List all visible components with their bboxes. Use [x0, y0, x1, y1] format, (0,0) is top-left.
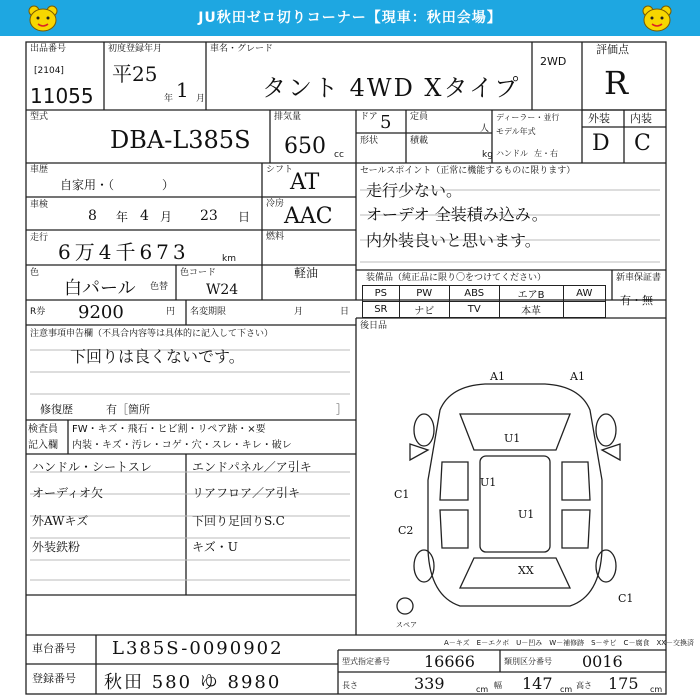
class-label: 類別区分番号 [504, 657, 552, 666]
equip-row [363, 302, 606, 318]
repair-label: 修復歴 [40, 403, 73, 416]
disp-label: 排気量 [274, 112, 302, 122]
equip-item: PW [399, 286, 449, 302]
inspect-day-unit: 日 [238, 210, 251, 224]
equip-item [563, 302, 606, 318]
chassis-label: 車台番号 [32, 642, 76, 655]
mileage-value: 6万4千673 [58, 240, 190, 264]
equip-item: SR [363, 302, 400, 318]
comment-right-2: リアフロア／ア引キ [192, 486, 301, 500]
inspect-label: 車検 [30, 200, 49, 210]
capacity-unit: 人 [480, 124, 490, 134]
door-label: ドア [360, 112, 378, 122]
shift-value: AT [290, 170, 320, 195]
recycle-label: 名変期限 [190, 307, 227, 317]
equip-item: 本革 [499, 302, 563, 318]
comment-left-4: 外装鉄粉 [32, 540, 81, 554]
length-value: 339 [414, 674, 445, 693]
warranty-label: 新車保証書 [616, 273, 662, 283]
equip-item: ABS [449, 286, 499, 302]
cert-value: 16666 [424, 652, 475, 671]
type-label: 車歴 [30, 165, 49, 175]
damage-mark: U1 [480, 476, 497, 489]
comment-right-1: エンドパネル／ア引キ [192, 460, 312, 474]
width-label: 幅 [494, 681, 502, 690]
disp-value: 650 [284, 134, 326, 159]
inspect-month: 4 [140, 208, 149, 224]
inspector-row-1: FW・キズ・飛石・ヒビ割・リペア跡・×要 [72, 424, 266, 435]
damage-legend: A－キズ E－エクボ U－凹み W－補修跡 S－サビ C－腐食 XX－交換済 [444, 639, 695, 647]
header-title: JU秋田ゼロ切りコーナー【現車：秋田会場】 [198, 10, 502, 26]
fuel-value: 軽油 [294, 266, 319, 280]
notes-label: 注意事項申告欄（不具合内容等は具体的に記入して下さい） [30, 329, 274, 339]
rtax-unit: 円 [166, 307, 176, 317]
selling-line-3: 内外装良いと思います。 [366, 231, 541, 250]
recycle-month-unit: 月 [294, 307, 304, 317]
door-value: 5 [380, 112, 392, 133]
reg-month: 1 [176, 78, 189, 102]
drive-label: 2WD [540, 55, 567, 68]
int-score: C [634, 131, 651, 156]
damage-mark: A1 [570, 370, 585, 383]
recycle-day-unit: 日 [340, 307, 350, 317]
ext-label: 外装 [588, 112, 610, 125]
inspect-year: 8 [88, 208, 97, 224]
int-label: 内装 [630, 112, 652, 125]
inspect-year-unit: 年 [116, 210, 129, 224]
equip-item: TV [449, 302, 499, 318]
length-unit: cm [476, 685, 489, 694]
reg-year-unit: 年 [164, 94, 174, 104]
cert-label: 型式指定番号 [342, 657, 390, 666]
inspector-label-1: 検査員 [28, 424, 58, 435]
inspector-label-2: 記入欄 [28, 440, 58, 451]
name-value: タント 4WD Xタイプ [262, 74, 521, 102]
reg-year: 平25 [112, 62, 158, 86]
model-label: 型式 [30, 112, 49, 122]
class-value: 0016 [582, 652, 623, 671]
lot-sub: [2104] [34, 66, 64, 76]
damage-mark: U1 [518, 508, 535, 521]
comment-right-3: 下回り足回りS.C [192, 514, 285, 528]
score-value: R [604, 64, 629, 102]
plate-value: 秋田 580 ゆ 8980 [104, 672, 282, 693]
color-change-label: 色替 [150, 282, 169, 292]
equip-item: AW [563, 286, 606, 302]
length-label: 長さ [342, 681, 358, 690]
comment-left-3: 外AWキズ [32, 514, 89, 528]
rear-label: 後日品 [360, 321, 388, 331]
shift-label: シフト [266, 165, 294, 175]
model-value: DBA-L385S [110, 126, 251, 154]
repair-value: 有［箇所 [106, 403, 150, 416]
comment-left-1: ハンドル・シートスレ [32, 460, 152, 474]
score-label: 評価点 [596, 43, 629, 56]
load-unit: kg [482, 150, 493, 160]
lot-number: 11055 [30, 84, 94, 108]
equip-item: PS [363, 286, 400, 302]
damage-mark: XX [518, 564, 534, 577]
damage-mark: C2 [398, 524, 414, 537]
rtax-value: 9200 [78, 302, 124, 323]
color-label: 色 [30, 268, 40, 278]
equip-item: ナビ [399, 302, 449, 318]
damage-mark: U1 [504, 432, 521, 445]
reg-month-unit: 月 [196, 94, 206, 104]
capacity-label: 定員 [410, 112, 429, 122]
comment-left-2: オーディオ欠 [32, 486, 104, 500]
plate-label: 登録番号 [32, 672, 76, 685]
spare-label: スペア [396, 621, 417, 629]
equip-row [363, 286, 606, 302]
ac-value: AAC [284, 204, 333, 229]
color-value: 白パール [64, 278, 136, 299]
mileage-unit: km [222, 254, 236, 264]
handle-label: ハンドル [496, 149, 528, 158]
comment-right-4: キズ・U [192, 540, 238, 554]
ac-label: 冷房 [266, 199, 285, 209]
inspect-month-unit: 月 [160, 210, 173, 224]
color-code-label: 色コード [180, 268, 217, 278]
damage-mark: C1 [618, 592, 634, 605]
width-value: 147 [522, 674, 553, 693]
type-value: 自家用・（ ） [60, 178, 175, 192]
damage-mark: A1 [490, 370, 505, 383]
load-label: 積載 [410, 136, 429, 146]
name-label: 車名・グレード [210, 44, 274, 54]
ext-score: D [592, 131, 610, 156]
damage-mark: C1 [394, 488, 410, 501]
notes-handwriting: 下回りは良くないです。 [70, 347, 245, 366]
height-label: 高さ [576, 681, 592, 690]
mileage-label: 走行 [30, 233, 49, 243]
selling-line-2: オーデオ 全装積み込み。 [366, 205, 548, 224]
dealer-label: ディーラー・並行 [496, 113, 560, 122]
chassis-value: L385S-0090902 [112, 638, 284, 659]
equip-item: エアB [499, 286, 563, 302]
inspector-row-2: 内装・キズ・汚レ・コゲ・穴・スレ・キレ・破レ [72, 440, 292, 451]
car-damage-diagram [380, 370, 650, 620]
inspect-day: 23 [200, 208, 218, 224]
height-unit: cm [650, 685, 663, 694]
disp-unit: cc [334, 150, 344, 160]
reg-label: 初度登録年月 [108, 44, 163, 54]
equip-label: 装備品（純正品に限り〇をつけてください） [366, 273, 547, 283]
lot-label: 出品番号 [30, 44, 67, 54]
width-unit: cm [560, 685, 573, 694]
color-code-value: W24 [206, 282, 239, 298]
model-year-label: モデル年式 [496, 127, 536, 136]
warranty-value: 有・無 [620, 294, 653, 307]
shape-label: 形状 [360, 136, 379, 146]
equip-table [362, 285, 606, 318]
rtax-label: R券 [30, 307, 46, 317]
selling-label: セールスポイント（正常に機能するものに限ります） [360, 166, 576, 176]
fuel-label: 燃料 [266, 232, 285, 242]
handle-opts: 左・右 [534, 149, 558, 158]
repair-close: ］ [336, 403, 347, 416]
height-value: 175 [608, 674, 639, 693]
selling-line-1: 走行少ない。 [366, 181, 463, 200]
